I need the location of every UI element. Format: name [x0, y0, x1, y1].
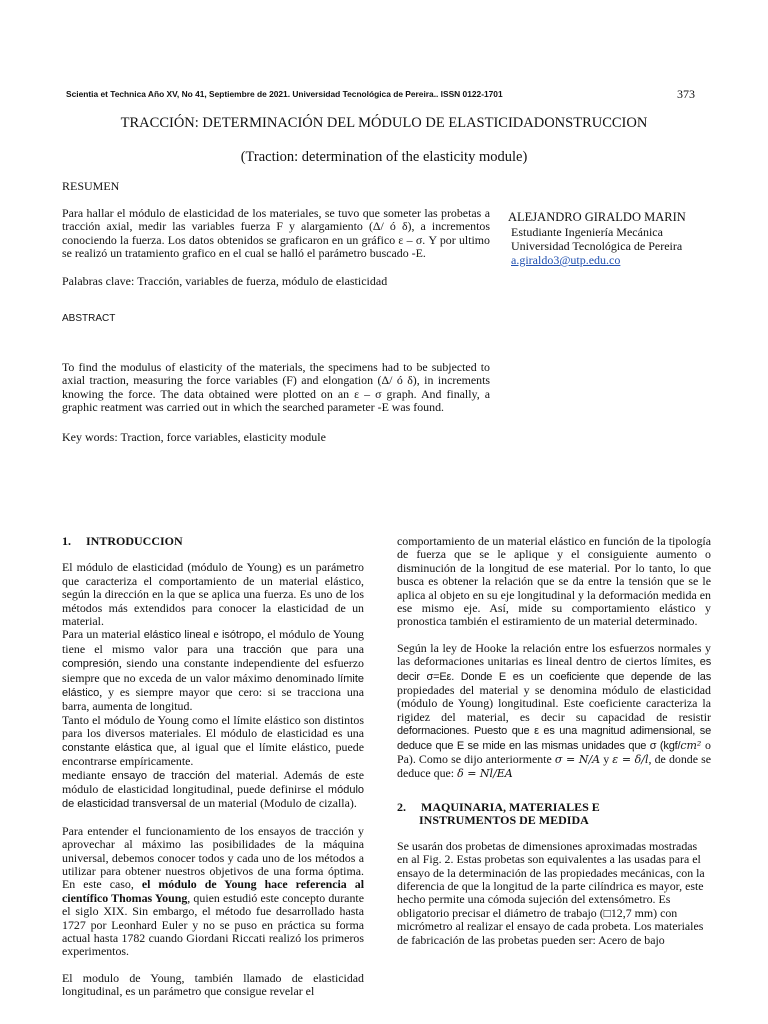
link-limite-elastico[interactable]: límite elástico: [62, 672, 364, 700]
author-block: [508, 210, 686, 267]
intro-paragraph-6: El modulo de Young, también llamado de elasticidad longitudinal, es un parámetro que consigue revelar el: [62, 970, 364, 999]
intro-paragraph-4: mediante ensayo de tracción del material. Además de este módulo de elasticidad longitudinal, puede definirse el módulo de elasticidad transversal de un material (Modulo de cizalla).: [62, 767, 364, 811]
intro-paragraph-7: comportamiento de un material elástico en función de la tipología de fuerza que se le aplique y el consiguiente aumento o disminución de la longitud de ese material. Por lo tanto, lo que busca es obtener la relación que se da entre la tensión que se le aplica al objeto en su eje longitudinal y la deformación medida en ese mismo eje. Así, mide su comportamiento elástico y pronostica también el estiramiento de un material determinado.: [397, 534, 711, 629]
journal-header: Scientia et Technica Año XV, No 41, Septiembre de 2021. Universidad Tecnológica de Pereira.. ISSN 0122-1701: [66, 89, 503, 99]
section-2-paragraph: Se usarán dos probetas de dimensiones aproximadas mostradas en al Fig. 2. Estas probetas son equivalentes a las usadas para el ensayo de la determinación de las propiedades mecánicas, con la diferencia de que la longitud de la parte cilíndrica es mayor, este hecho permite una cómoda sujeción del extensómetro. Es obligatorio precisar el diámetro de trabajo (□12,7 mm) con micrómetro al realizar el ensayo de cada probeta. Los materiales de fabricación de las probetas pueden ser: Acero de bajo: [397, 838, 705, 947]
keywords-en-values: : Traction, force variables, elasticity module: [114, 430, 326, 444]
left-column: [62, 535, 364, 999]
link-isotropo[interactable]: isótropo: [221, 629, 262, 642]
abstract-heading: ABSTRACT: [62, 313, 116, 324]
unit-cm2: cm²: [680, 738, 702, 752]
resumen-body: Para hallar el módulo de elasticidad de los materiales, se tuvo que someter las probetas a tracción axial, medir las variables fuerza F y alargamiento (Δ/ ó δ), a incrementos conociendo la fuerza. Los datos obtenidos se graficaron en un gráfico ε – σ. Y por ultimo se realizó un tratamiento grafico en el cual se halló el parámetro buscado -E.: [62, 206, 490, 261]
author-university: Universidad Tecnológica de Pereira: [511, 239, 683, 253]
link-compresion[interactable]: compresión: [62, 658, 119, 671]
link-traccion[interactable]: tracción: [243, 643, 282, 656]
page-number: 373: [677, 87, 695, 101]
section-1-heading: 1. INTRODUCCION: [62, 534, 183, 548]
author-email-link[interactable]: a.giraldo3@utp.edu.co: [511, 253, 621, 267]
author-email-row: [508, 253, 686, 267]
hooke-paragraph: Según la ley de Hooke la relación entre los esfuerzos normales y las deformaciones unitarias es lineal dentro de ciertos límites, es decir σ=Eε. Donde E es un coeficiente que depende de las propiedades del material y se denomina módulo de elasticidad (módulo de Young) longitudinal. Este coeficiente caracteriza la rigidez del material, es decir su capacidad de resistir deformaciones. Puesto que ε es una magnitud adimensional, se deduce que E se mide en las mismas unidades que σ (kgf/cm² o Pa). Como se dijo anteriormente σ = N/A y ε = δ/l, de donde se deduce que: δ = Nl/EA: [397, 640, 712, 780]
intro-paragraph-5: Para entender el funcionamiento de los ensayos de tracción y aprovechar al máximo las posibilidades de la máquina universal, debemos conocer todos y cada uno de los métodos a utilizar para obtener nuestros objetivos de una forma óptima. En este caso, el módulo de Young hace referencia al científico Thomas Young, quien estudió este concepto durante el siglo XIX. Sin embargo, el método fue desarrollado hasta 1727 por Leonhard Euler y no se puso en práctica su forma actual hasta 1782 cuando Giordani Riccati realizó los primeros experimentos.: [62, 823, 364, 959]
paper-subtitle: (Traction: determination of the elasticity module): [240, 149, 528, 165]
section-2-heading: 2. MAQUINARIA, MATERIALES E INSTRUMENTOS DE MEDIDA: [397, 799, 600, 828]
abstract-body: To find the modulus of elasticity of the materials, the specimens had to be subjected to axial traction, measuring the force variables (F) and elongation (Δ/ ó δ), in increments knowing the force. The data obtained were plotted on an ε – σ graph. And finally, a graphic reatment was carried out in which the searched parameter -E was found.: [62, 360, 490, 415]
formula-sigma: σ = N/A: [554, 753, 601, 767]
intro-paragraph-2: Para un material elástico lineal e isótropo, el módulo de Young tiene el mismo valor para una tracción que para una compresión, siendo una constante independiente del esfuerzo siempre que no exceda de un valor máximo denominado límite elástico, y es siempre mayor que cero: si se tracciona una barra, aumenta de longitud.: [62, 627, 364, 714]
link-ensayo-traccion[interactable]: ensayo de tracción: [111, 769, 210, 782]
author-role: Estudiante Ingeniería Mecánica: [511, 225, 663, 239]
young-highlight: el módulo de Young hace referencia al científico Thomas Young: [62, 877, 364, 905]
intro-paragraph-3: Tanto el módulo de Young como el límite elástico son distintos para los diversos materiales. El módulo de elasticidad es una constante elástica que, al igual que el límite elástico, puede encontrarse empíricamente.: [62, 712, 364, 769]
formula-delta: δ = Nl/EA: [457, 766, 513, 780]
keywords-en: [62, 430, 326, 445]
paper-title: TRACCIÓN: DETERMINACIÓN DEL MÓDULO DE ELASTICIDADONSTRUCCION: [120, 115, 648, 131]
formula-epsilon: ε = δ/l: [612, 753, 649, 767]
resumen-heading: RESUMEN: [62, 179, 120, 193]
keywords-es: Palabras clave: Tracción, variables de fuerza, módulo de elasticidad: [62, 274, 388, 288]
right-column: [397, 535, 711, 947]
link-modulo-transversal[interactable]: módulo de elasticidad transversal: [62, 783, 364, 811]
link-constante-elastica[interactable]: constante elástica: [62, 741, 152, 754]
keywords-en-label: Key words: [62, 430, 115, 444]
author-name: ALEJANDRO GIRALDO MARIN: [508, 210, 686, 224]
intro-paragraph-1: El módulo de elasticidad (módulo de Young) es un parámetro que caracteriza el comportamiento de un material elástico, según la dirección en la que se aplica una fuerza. Es uno de los métodos más extendidos para conocer la elasticidad de un material.: [62, 560, 364, 629]
link-elastico-lineal[interactable]: elástico lineal: [143, 629, 211, 642]
